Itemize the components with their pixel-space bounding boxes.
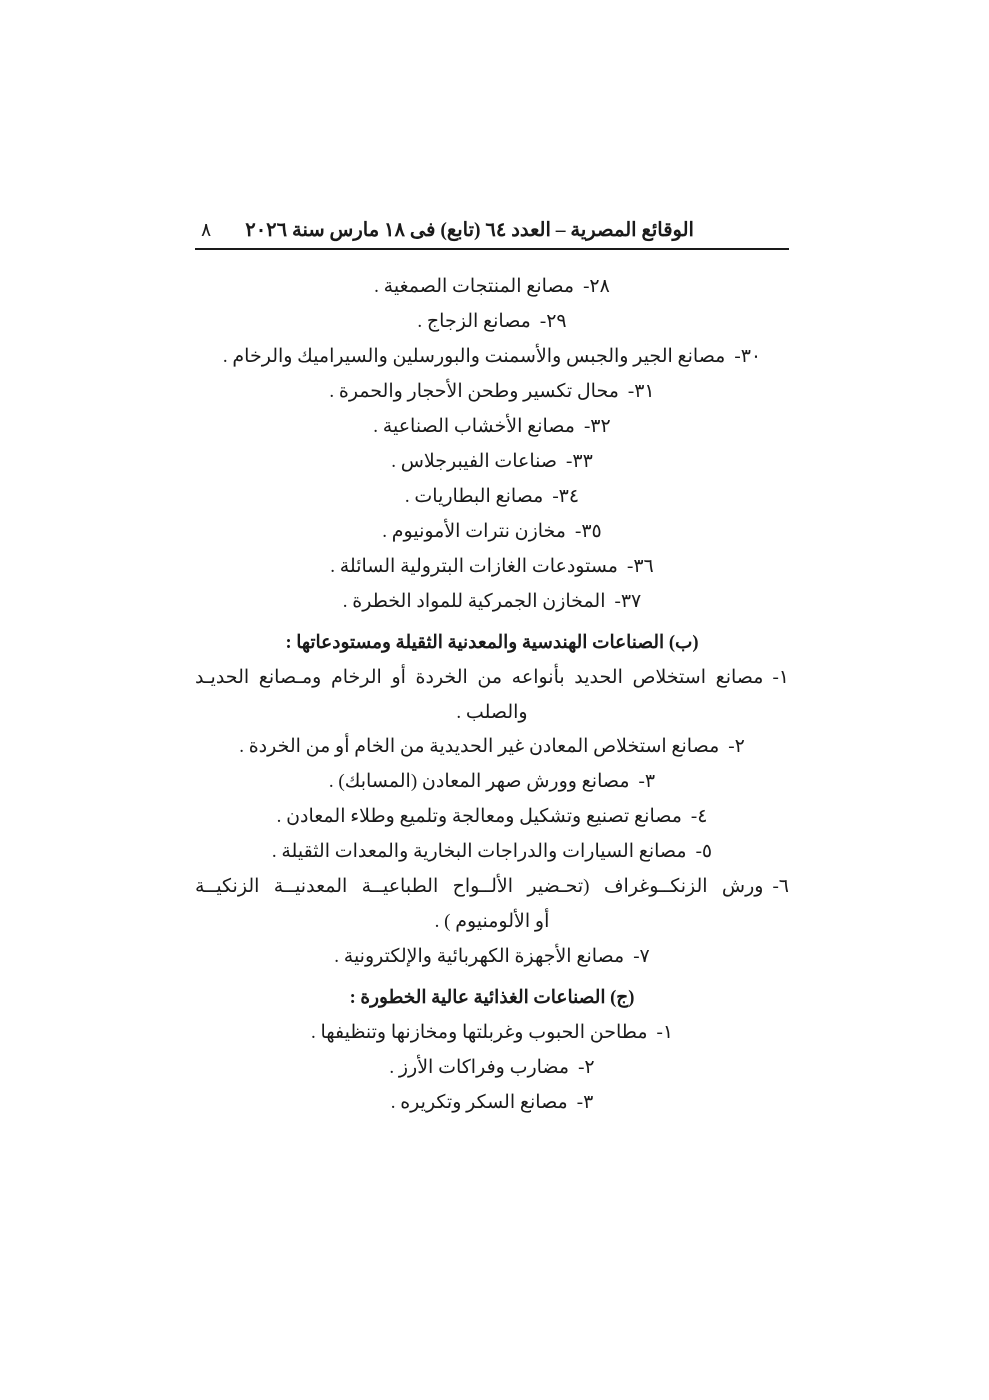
list-item <box>195 870 789 905</box>
list-item-text: مصانع السيارات والدراجات البخارية والمعدات الثقيلة . <box>271 841 687 863</box>
list-item-number: ١- <box>772 666 789 688</box>
list-item-number: ٦- <box>772 876 789 898</box>
list-item-inner <box>329 375 654 410</box>
list-item-text: صناعات الفيبرجلاس . <box>391 450 558 472</box>
list-item-text: مصانع الأجهزة الكهربائية والإلكترونية . <box>334 946 625 968</box>
list-item-number: ٣٠- <box>734 345 762 367</box>
list-item-text: مستودعات الغازات البترولية السائلة . <box>330 555 618 577</box>
list-item-text: مصانع الزجاج . <box>417 310 531 332</box>
section-heading: (ب) الصناعات الهندسية والمعدنية الثقيلة ومستودعاتها : <box>285 632 699 653</box>
list-item-text: المخازن الجمركية للمواد الخطرة . <box>342 590 606 612</box>
list-item-text: مصانع تصنيع وتشكيل ومعالجة وتلميع وطلاء المعادن . <box>276 806 682 828</box>
list-item-number: ٣- <box>576 1092 594 1114</box>
list-item-inner <box>334 940 649 975</box>
list-item-number: ٣٧- <box>614 590 642 612</box>
list-item-inner <box>382 515 602 550</box>
list-item <box>195 445 789 480</box>
list-item-number: ٤- <box>690 806 708 828</box>
list-item-number: ٣١- <box>627 380 655 402</box>
list-item-number: ٣٦- <box>627 555 654 577</box>
list-item-text: مصانع السكر وتكريره . <box>390 1092 568 1114</box>
list-item-text: مضارب وفراكات الأرز . <box>389 1057 570 1079</box>
list-item-inner <box>417 305 566 340</box>
list-item <box>195 1051 789 1086</box>
page-number: ٨ <box>201 220 212 241</box>
document-body <box>195 270 789 1121</box>
list-item-inner <box>223 340 761 375</box>
list-item <box>195 305 789 340</box>
list-item <box>195 550 789 585</box>
list-item-number: ٣- <box>638 771 656 793</box>
list-item-text: مصانع استخلاص الحديد بأنواعه من الخردة أو الرخام ومـصانع الحديـد <box>195 666 764 688</box>
section-heading: (ج) الصناعات الغذائية عالية الخطورة : <box>349 988 635 1009</box>
list-item <box>195 661 789 696</box>
list-item <box>195 730 789 765</box>
header-divider <box>195 248 789 250</box>
list-item-text: محال تكسير وطحن الأحجار والحمرة . <box>329 380 619 402</box>
list-item <box>195 340 789 375</box>
list-item-inner <box>272 835 712 870</box>
header-title: الوقائع المصرية – العدد ٦٤ (تابع) فى ١٨ مارس سنة ٢٠٢٦ <box>245 220 694 241</box>
list-item-number: ١- <box>656 1022 674 1044</box>
list-item <box>195 765 789 800</box>
list-item-continuation: أو الألومنيوم ) . <box>434 911 550 933</box>
list-item-continuation: والصلب . <box>456 701 528 723</box>
list-item <box>195 270 789 305</box>
list-item <box>195 1016 789 1051</box>
list-item <box>195 800 789 835</box>
list-item-inner <box>277 800 708 835</box>
list-item-number: ٣٣- <box>566 450 593 472</box>
list-item <box>195 480 789 515</box>
list-item <box>195 375 789 410</box>
list-item-number: ٢- <box>728 736 745 758</box>
list-item-text: مصانع استخلاص المعادن غير الحديدية من الخام أو من الخردة . <box>239 736 720 758</box>
list-item-inner <box>391 445 593 480</box>
list-item-number: ٣٤- <box>552 485 580 507</box>
list-item-number: ٥- <box>695 841 713 863</box>
list-item <box>195 835 789 870</box>
list-item-inner <box>311 1016 673 1051</box>
list-item-inner <box>330 550 654 585</box>
list-item-inner <box>374 270 610 305</box>
list-item-text: مصانع وورش صهر المعادن (المسابك) . <box>328 771 630 793</box>
list-item-inner <box>329 765 655 800</box>
list-item-inner <box>405 480 579 515</box>
list-item-number: ٣٢- <box>583 415 611 437</box>
list-item <box>195 940 789 975</box>
list-item-text: ورش الزنكــوغراف (تحـضير الألــواح الطباعيــة المعدنيــة الزنكيــة <box>195 876 764 898</box>
list-item-number: ٢- <box>578 1057 595 1079</box>
list-item-inner <box>389 1051 594 1086</box>
list-item-inner <box>373 410 610 445</box>
page-header <box>195 218 789 242</box>
list-item-number: ٢٨- <box>583 276 610 297</box>
list-item <box>195 585 789 620</box>
list-item <box>195 1086 789 1121</box>
list-item-text: مصانع البطاريات . <box>404 485 544 507</box>
list-item-text: مخازن نترات الأمونيوم . <box>382 520 566 542</box>
list-item-number: ٧- <box>633 946 650 968</box>
list-item-number: ٢٩- <box>539 310 567 332</box>
list-item-text: مطاحن الحبوب وغربلتها ومخازنها وتنظيفها . <box>310 1022 648 1044</box>
list-item <box>195 515 789 550</box>
list-item-number: ٣٥- <box>575 520 602 542</box>
list-item-text: مصانع الجير والجبس والأسمنت والبورسلين والسيراميك والرخام . <box>222 345 726 367</box>
list-item-inner <box>239 730 745 765</box>
list-item-inner <box>343 585 641 620</box>
list-item-inner <box>391 1086 594 1121</box>
list-item <box>195 410 789 445</box>
list-item-text: مصانع الأخشاب الصناعية . <box>373 415 575 437</box>
list-item-text: مصانع المنتجات الصمغية . <box>374 276 575 297</box>
